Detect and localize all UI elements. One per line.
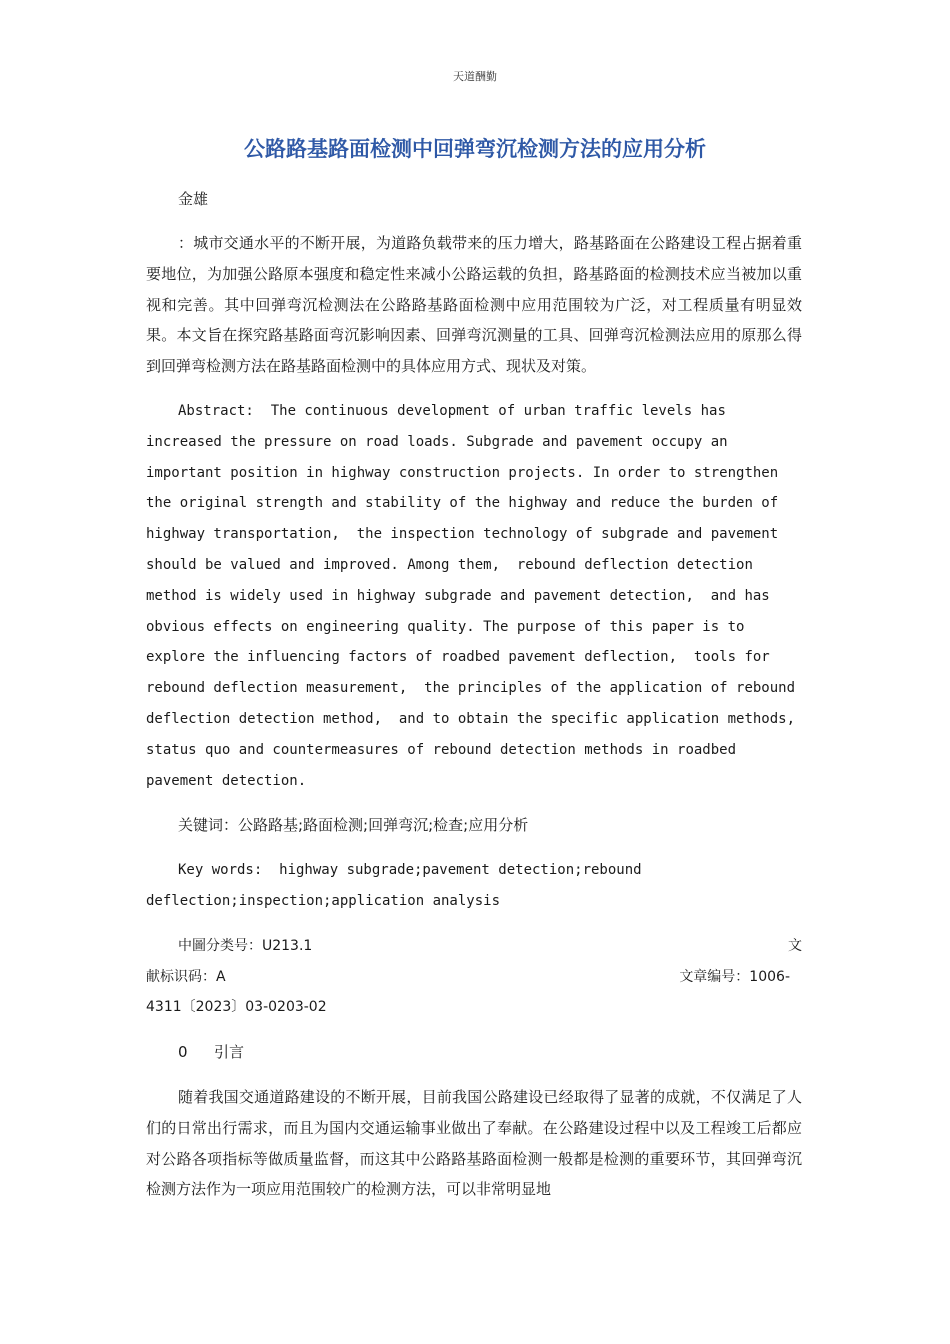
abstract-english: Abstract: The continuous development of urban traffic levels has increased the pressure on road loads. Subgrade and pavement occupy an important position in highway construction projects. In order to strengthen the original strength and stability of the highway and reduce the burden of highway transportation, the inspection technology of subgrade and pavement should be valued and improved. Among them, rebound deflection detection method is widely used in highway subgrade and pavement detection, and has obvious effects on engineering quality. The purpose of this paper is to explore the influencing factors of roadbed pavement deflection, tools for rebound deflection measurement, the principles of the application of rebound deflection detection method, and to obtain the specific application methods, status quo and countermeasures of rebound detection methods in roadbed pavement detection. (146, 402, 804, 789)
page-header: 天道酬勤 (453, 70, 497, 83)
spacer (146, 382, 802, 396)
spacer (146, 1023, 802, 1037)
spacer (146, 917, 802, 931)
body-paragraph: 随着我国交通道路建设的不断开展，目前我国公路建设已经取得了显著的成就，不仅满足了人们的日常出行需求，而且为国内交通运输事业做出了奉献。在公路建设过程中以及工程竣工后都应对公路各项指标等做质量监督，而这其中公路路基路面检测一般都是检测的重要环节，其回弹弯沉检测方法作为一项应用范围较广的检测方法，可以非常明显地 (146, 1087, 802, 1199)
spacer (146, 214, 802, 228)
spacer (146, 796, 802, 810)
section-title: 引言 (214, 1043, 245, 1062)
author-name: 金雄 (178, 190, 209, 208)
document-title: 公路路基路面检测中回弹弯沉检测方法的应用分析 (244, 137, 706, 161)
classification-meta (146, 931, 802, 1023)
keywords-english: Key words: highway subgrade;pavement detection;rebound deflection;inspection;application analysis (146, 862, 651, 909)
document-body (146, 184, 802, 1205)
document-code-label-start: 文 (788, 937, 802, 954)
section-number: 0 (178, 1043, 188, 1062)
keywords-chinese: 关键词：公路路基;路面检测;回弹弯沉;检查;应用分析 (178, 816, 529, 835)
article-number-end: 4311〔2023〕03-0203-02 (146, 999, 327, 1016)
clc-number: 中圖分类号：U213.1 (178, 937, 313, 954)
abstract-chinese: ：城市交通水平的不断开展，为道路负载带来的压力增大，路基路面在公路建设工程占据着重要地位，为加强公路原本强度和稳定性来减小公路运载的负担，路基路面的检测技术应当被加以重视和完善。其中回弹弯沉检测法在公路路基路面检测中应用范围较为广泛，对工程质量有明显效果。本文旨在探究路基路面弯沉影响因素、回弹弯沉测量的工具、回弹弯沉检测法应用的原那么得到回弹弯检测方法在路基路面检测中的具体应用方式、现状及对策。 (146, 234, 802, 376)
spacer (146, 841, 802, 855)
article-number-start: 文章编号：1006- (679, 968, 790, 985)
document-code: 献标识码：A (146, 968, 226, 985)
section-heading (146, 1037, 802, 1068)
spacer (146, 1068, 802, 1082)
